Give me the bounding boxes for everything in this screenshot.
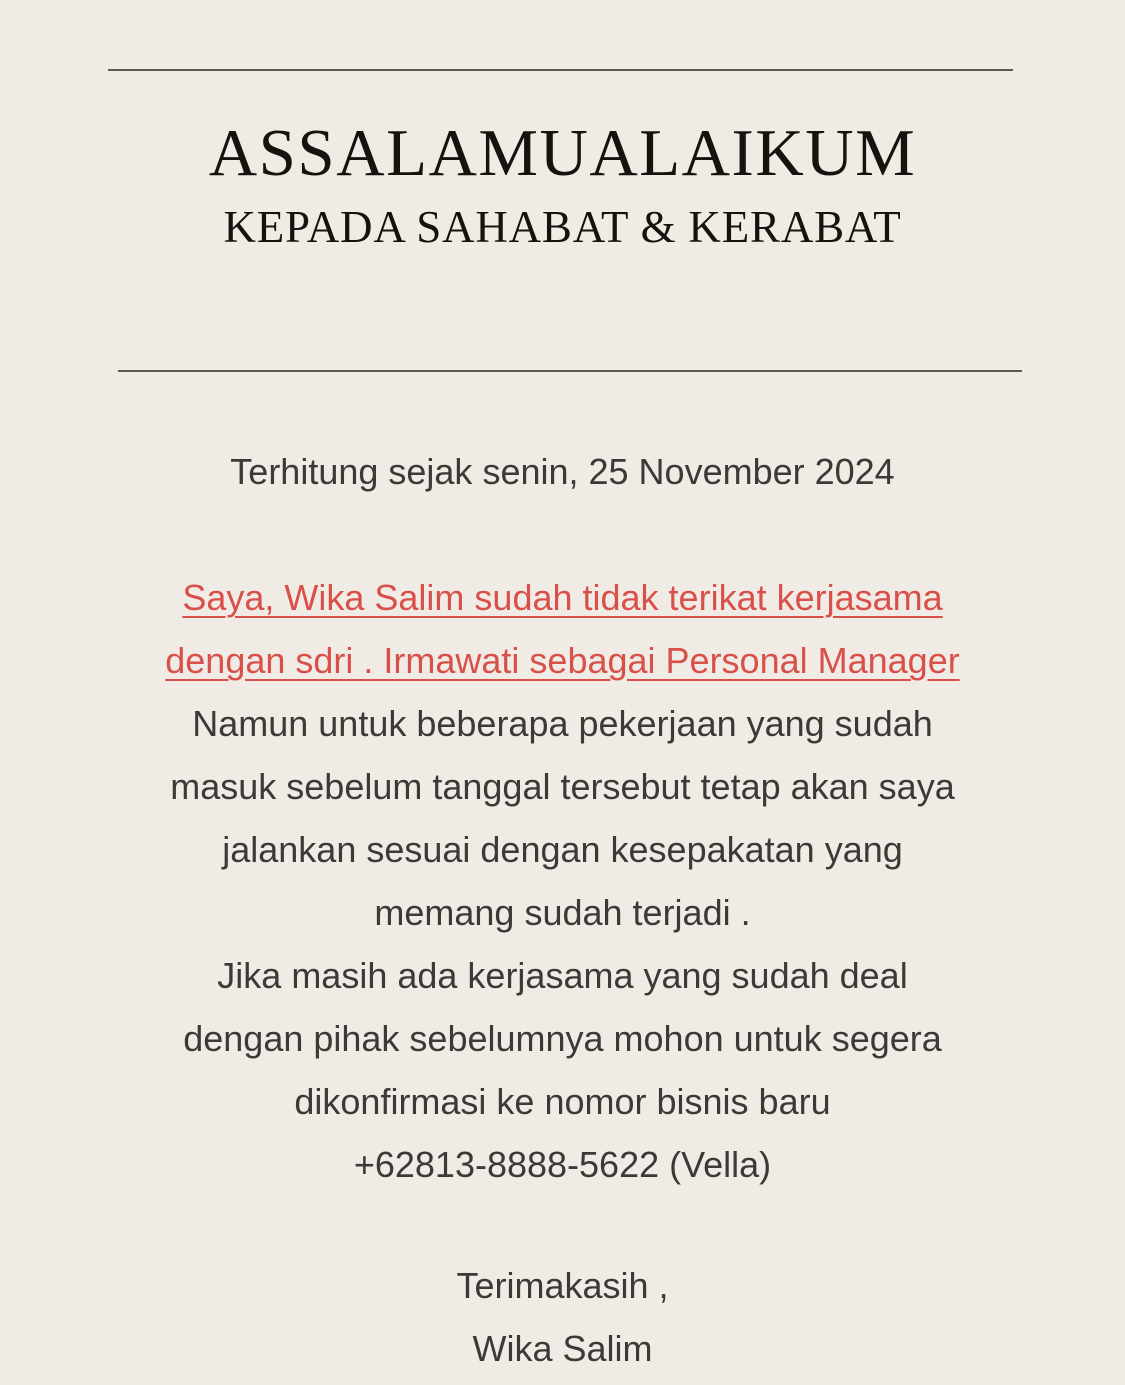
- body-block: [0, 440, 1125, 1380]
- spacer-before-closing: [0, 1196, 1125, 1254]
- paragraph-line-2: masuk sebelum tanggal tersebut tetap akan saya: [170, 766, 955, 807]
- paragraph-line-6: dengan pihak sebelumnya mohon untuk segera: [183, 1018, 942, 1059]
- paragraph-line-4: memang sudah terjadi .: [374, 892, 751, 933]
- divider-middle: [118, 370, 1022, 372]
- highlight-line-1: Saya, Wika Salim sudah tidak terikat kerjasama: [182, 577, 943, 618]
- header-block: [0, 118, 1125, 255]
- closing-thanks: Terimakasih ,: [456, 1265, 669, 1306]
- page-subtitle: KEPADA SAHABAT & KERABAT: [223, 202, 902, 253]
- contact-number: +62813-8888-5622 (Vella): [353, 1144, 772, 1185]
- closing-signature: Wika Salim: [472, 1328, 653, 1369]
- highlight-line-2: dengan sdri . Irmawati sebagai Personal Manager: [165, 640, 960, 681]
- paragraph-line-1: Namun untuk beberapa pekerjaan yang sudah: [192, 703, 933, 744]
- spacer-after-date: [0, 503, 1125, 566]
- date-line: Terhitung sejak senin, 25 November 2024: [230, 451, 895, 492]
- paragraph-line-5: Jika masih ada kerjasama yang sudah deal: [217, 955, 908, 996]
- paragraph-line-7: dikonfirmasi ke nomor bisnis baru: [294, 1081, 831, 1122]
- divider-top: [108, 69, 1013, 71]
- page-title: ASSALAMUALAIKUM: [208, 116, 917, 190]
- paragraph-line-3: jalankan sesuai dengan kesepakatan yang: [222, 829, 903, 870]
